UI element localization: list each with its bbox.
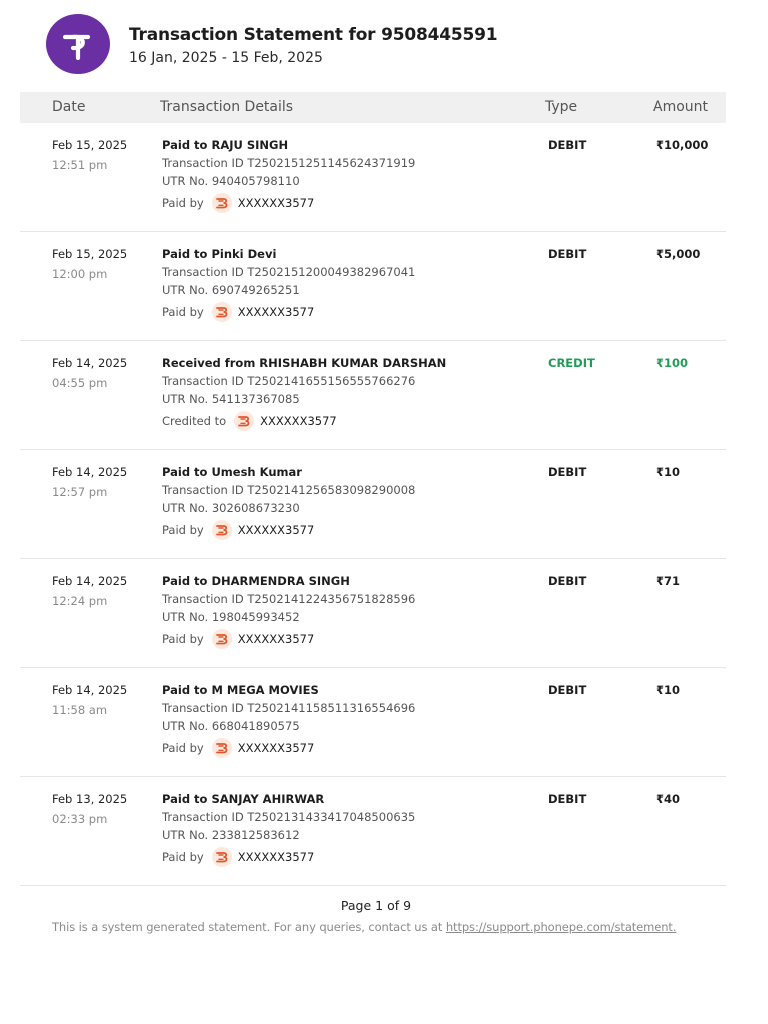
transaction-list [20,123,726,886]
bank-logo-icon [212,847,232,867]
utr-number: UTR No. 198045993452 [162,610,300,624]
bank-logo-icon [212,629,232,649]
table-header [20,92,726,123]
utr-number: UTR No. 541137367085 [162,392,300,406]
payment-source-label: Paid by [162,632,204,646]
account-number: XXXXXX3577 [237,850,315,864]
payment-source-label: Credited to [162,414,227,428]
utr-number: UTR No. 302608673230 [162,501,300,515]
transaction-id: Transaction ID T2502141655156555766276 [162,374,416,388]
payment-source-label: Paid by [162,196,204,210]
table-row [20,559,726,668]
column-header-type: Type [545,99,578,115]
details-cell [162,247,415,322]
utr-number: UTR No. 233812583612 [162,828,300,842]
transaction-id: Transaction ID T2502141158511316554696 [162,701,416,715]
table-row [20,123,726,232]
date-cell [52,792,127,826]
details-cell [162,138,415,213]
date-cell [52,356,127,390]
transaction-type: DEBIT [548,683,587,697]
payment-source-label: Paid by [162,850,204,864]
payment-source [162,520,415,540]
transaction-party: Paid to RAJU SINGH [162,138,289,152]
transaction-id: Transaction ID T2502151200049382967041 [162,265,416,279]
footer-text: This is a system generated statement. For any queries, contact us at [52,920,443,934]
statement-title: Transaction Statement for 9508445591 [129,25,498,45]
utr-number: UTR No. 940405798110 [162,174,300,188]
transaction-time: 02:33 pm [52,812,108,826]
transaction-party: Paid to Pinki Devi [162,247,277,261]
bank-logo-icon [212,302,232,322]
utr-number: UTR No. 690749265251 [162,283,300,297]
statement-date-range: 16 Jan, 2025 - 15 Feb, 2025 [129,50,323,66]
transaction-amount: ₹71 [656,574,681,588]
details-cell [162,574,415,649]
transaction-party: Received from RHISHABH KUMAR DARSHAN [162,356,447,370]
transaction-time: 12:00 pm [52,267,108,281]
details-cell [162,792,415,867]
account-number: XXXXXX3577 [237,523,315,537]
table-row [20,341,726,450]
transaction-amount: ₹10 [656,465,681,479]
table-row [20,777,726,886]
payment-source [162,302,415,322]
account-number: XXXXXX3577 [237,305,315,319]
date-cell [52,138,127,172]
transaction-date: Feb 14, 2025 [52,683,128,697]
transaction-id: Transaction ID T2502131433417048500635 [162,810,416,824]
payment-source [162,629,415,649]
table-row [20,232,726,341]
transaction-party: Paid to M MEGA MOVIES [162,683,319,697]
transaction-party: Paid to Umesh Kumar [162,465,302,479]
transaction-party: Paid to DHARMENDRA SINGH [162,574,350,588]
transaction-type: CREDIT [548,356,595,370]
details-cell [162,465,415,540]
date-cell [52,683,127,717]
transaction-time: 12:51 pm [52,158,108,172]
payment-source-label: Paid by [162,741,204,755]
transaction-type: DEBIT [548,465,587,479]
transaction-amount: ₹100 [656,356,689,370]
transaction-date: Feb 14, 2025 [52,574,128,588]
payment-source-label: Paid by [162,523,204,537]
account-number: XXXXXX3577 [237,632,315,646]
date-cell [52,574,127,608]
date-cell [52,465,127,499]
footer-note [52,920,676,934]
transaction-type: DEBIT [548,792,587,806]
payment-source-label: Paid by [162,305,204,319]
payment-source [162,738,415,758]
account-number: XXXXXX3577 [237,196,315,210]
phonepe-logo-icon [46,14,110,74]
transaction-date: Feb 15, 2025 [52,138,128,152]
transaction-amount: ₹5,000 [656,247,701,261]
transaction-time: 12:24 pm [52,594,108,608]
transaction-type: DEBIT [548,574,587,588]
transaction-date: Feb 14, 2025 [52,356,128,370]
bank-logo-icon [212,520,232,540]
column-header-date: Date [52,99,86,115]
statement-header [129,25,497,66]
bank-logo-icon [212,738,232,758]
account-number: XXXXXX3577 [260,414,337,428]
payment-source [162,847,415,867]
support-link[interactable]: https://support.phonepe.com/statement. [445,920,677,934]
account-number: XXXXXX3577 [237,741,315,755]
transaction-type: DEBIT [548,247,587,261]
transaction-time: 04:55 pm [52,376,108,390]
page-indicator: Page 1 of 9 [340,898,412,913]
transaction-date: Feb 13, 2025 [52,792,128,806]
bank-logo-icon [234,411,254,431]
table-row [20,668,726,777]
transaction-date: Feb 14, 2025 [52,465,128,479]
transaction-amount: ₹10,000 [656,138,709,152]
bank-logo-icon [212,193,232,213]
details-cell [162,683,415,758]
transaction-party: Paid to SANJAY AHIRWAR [162,792,325,806]
table-row [20,450,726,559]
payment-source [162,411,446,431]
transaction-id: Transaction ID T2502141224356751828596 [162,592,416,606]
date-cell [52,247,127,281]
transaction-id: Transaction ID T2502151251145624371919 [162,156,416,170]
transaction-date: Feb 15, 2025 [52,247,128,261]
column-header-amount: Amount [653,99,709,115]
utr-number: UTR No. 668041890575 [162,719,300,733]
payment-source [162,193,415,213]
transaction-amount: ₹40 [656,792,681,806]
details-cell [162,356,446,431]
column-header-details: Transaction Details [160,99,294,115]
transaction-id: Transaction ID T2502141256583098290008 [162,483,416,497]
transaction-amount: ₹10 [656,683,681,697]
transaction-time: 12:57 pm [52,485,108,499]
transaction-time: 11:58 am [52,703,108,717]
transaction-type: DEBIT [548,138,587,152]
